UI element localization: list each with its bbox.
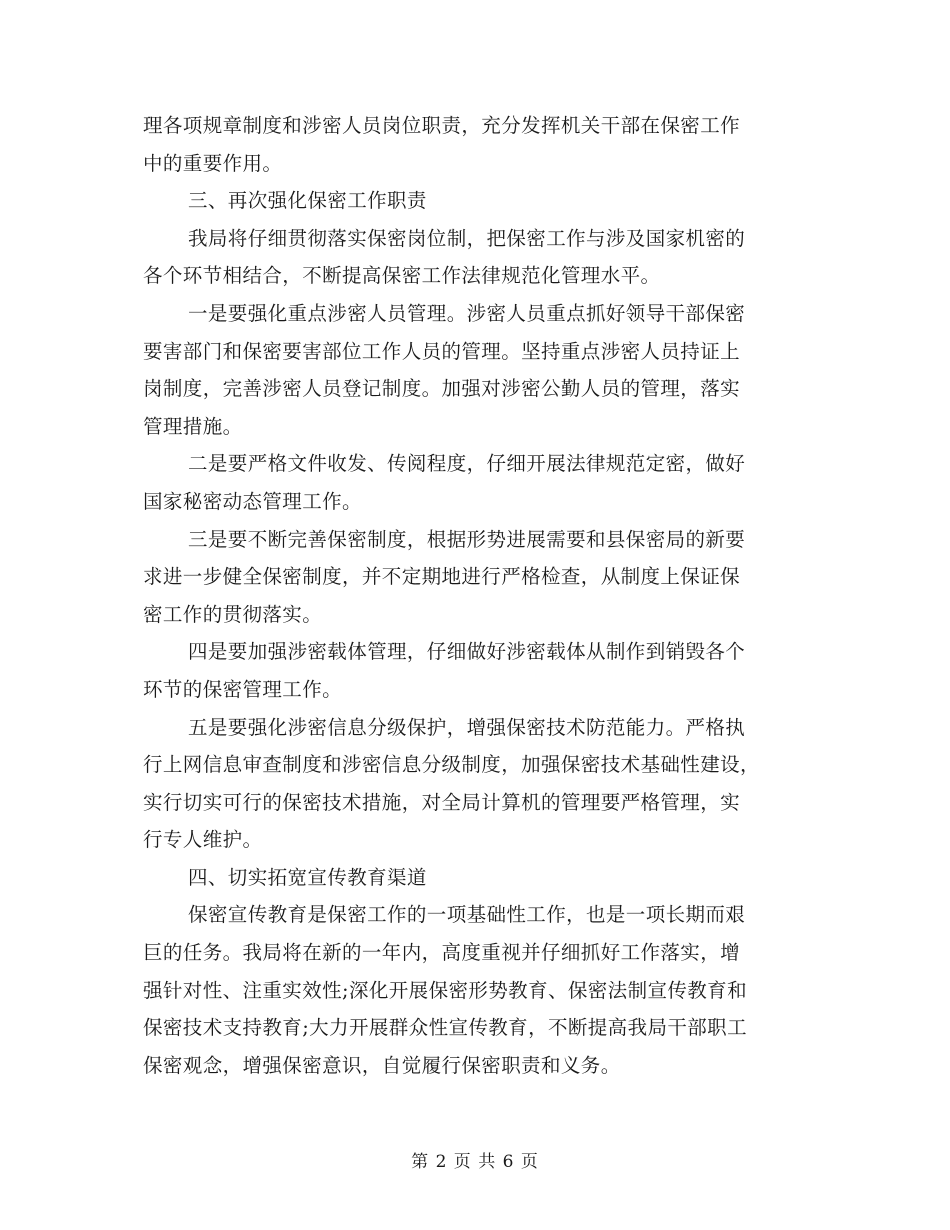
text-line: 中的重要作用。 (143, 151, 283, 175)
text-line: 行专人维护。 (143, 828, 263, 852)
text-line: 行上网信息审查制度和涉密信息分级制度，加强保密技术基础性建设， (143, 753, 760, 777)
text-line: 岗制度，完善涉密人员登记制度。加强对涉密公勤人员的管理，落实 (143, 377, 741, 401)
text-line: 环节的保密管理工作。 (143, 677, 343, 701)
page-footer: 第 2 页 共 6 页 (411, 1152, 539, 1172)
text-line: 我局将仔细贯彻落实保密岗位制，把保密工作与涉及国家机密的 (188, 226, 746, 250)
text-line: 二是要严格文件收发、传阅程度，仔细开展法律规范定密，做好 (188, 452, 746, 476)
text-line: 国家秘密动态管理工作。 (143, 489, 362, 513)
text-line: 强针对性、注重实效性;深化开展保密形势教育、保密法制宣传教育和 (143, 978, 747, 1002)
document-body (143, 107, 803, 1084)
text-line: 管理措施。 (143, 414, 243, 438)
text-line: 要害部门和保密要害部位工作人员的管理。坚持重点涉密人员持证上 (143, 339, 741, 363)
text-line: 三是要不断完善保密制度，根据形势进展需要和县保密局的新要 (188, 527, 746, 551)
text-line: 密工作的贯彻落实。 (143, 602, 323, 626)
text-line: 一是要强化重点涉密人员管理。涉密人员重点抓好领导干部保密 (188, 301, 746, 325)
text-line: 四是要加强涉密载体管理，仔细做好涉密载体从制作到销毁各个 (188, 640, 746, 664)
text-line: 五是要强化涉密信息分级保护，增强保密技术防范能力。严格执 (188, 715, 746, 739)
text-line: 巨的任务。我局将在新的一年内，高度重视并仔细抓好工作落实，增 (143, 941, 741, 965)
text-line: 保密技术支持教育;大力开展群众性宣传教育，不断提高我局干部职工 (143, 1016, 747, 1040)
text-line: 保密观念，增强保密意识，自觉履行保密职责和义务。 (143, 1053, 621, 1077)
text-line: 三、再次强化保密工作职责 (188, 189, 427, 213)
text-line: 理各项规章制度和涉密人员岗位职责，充分发挥机关干部在保密工作 (143, 114, 741, 137)
text-line: 保密宣传教育是保密工作的一项基础性工作，也是一项长期而艰 (188, 903, 746, 927)
text-line: 四、切实拓宽宣传教育渠道 (188, 865, 427, 889)
text-line: 各个环节相结合，不断提高保密工作法律规范化管理水平。 (143, 264, 661, 288)
text-line: 实行切实可行的保密技术措施，对全局计算机的管理要严格管理，实 (143, 790, 741, 814)
text-line: 求进一步健全保密制度，并不定期地进行严格检查，从制度上保证保 (143, 565, 741, 589)
